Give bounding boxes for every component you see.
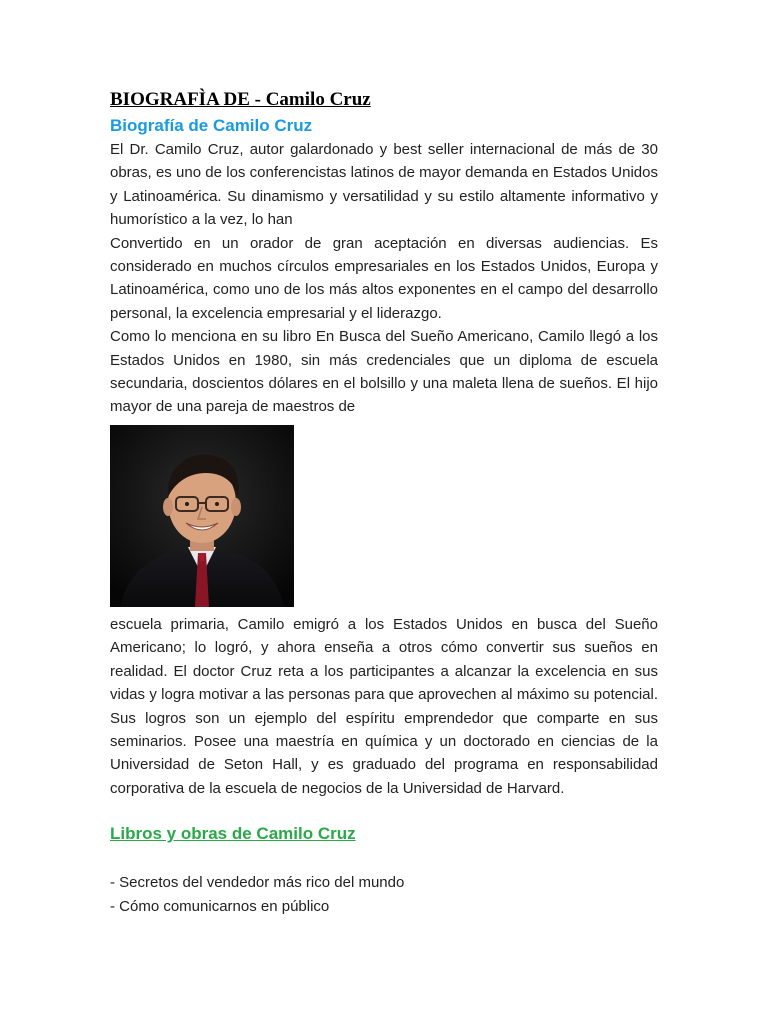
paragraph-intro: El Dr. Camilo Cruz, autor galardonado y best seller internacional de más de 30 obras, es uno de los conferencistas latinos de mayor demanda en Estados Unidos y Latinoamérica. Su dinamismo y versatilidad y su estilo altamente informativo y humorístico a la vez, lo han bbox=[110, 141, 658, 229]
paragraph-arrival: Como lo menciona en su libro En Busca del Sueño Americano, Camilo llegó a los Estados Unidos en 1980, sin más credenciales que un diploma de escuela secundaria, doscientos dólares en el bolsillo y una maleta llena de sueños. El hijo mayor de una pareja de maestros de bbox=[110, 328, 658, 416]
paragraph-career: escuela primaria, Camilo emigró a los Estados Unidos en busca del Sueño Americano; lo logró, y ahora enseña a otros cómo convertir sus sueños en realidad. El doctor Cruz reta a los participantes a alcanzar la excelencia en sus vidas y logra motivar a las personas para que aprovechen al máximo su potencial. Sus logros son un ejemplo del espíritu emprendedor que comparte en sus seminarios. Posee una maestría en química y un doctorado en ciencias de la Universidad de Seton Hall, y es graduado del programa en responsabilidad corporativa de la escuela de negocios de la Universidad de Harvard. bbox=[110, 615, 658, 797]
document-page bbox=[110, 88, 658, 918]
page-title: BIOGRAFÌA DE - Camilo Cruz bbox=[110, 89, 371, 110]
paragraph-speaker: Convertido en un orador de gran aceptación en diversas audiencias. Es considerado en muchos círculos empresariales en los Estados Unidos, Europa y Latinoamérica, como uno de los más altos exponentes en el campo del desarrollo personal, la excelencia empresarial y el liderazgo. bbox=[110, 234, 658, 322]
books-list bbox=[110, 871, 658, 918]
list-item: - Secretos del vendedor más rico del mundo bbox=[110, 874, 405, 892]
list-item: - Cómo comunicarnos en público bbox=[110, 897, 330, 915]
portrait-photo bbox=[110, 425, 294, 607]
biography-subtitle: Biografía de Camilo Cruz bbox=[110, 116, 313, 135]
books-heading: Libros y obras de Camilo Cruz bbox=[110, 824, 356, 844]
